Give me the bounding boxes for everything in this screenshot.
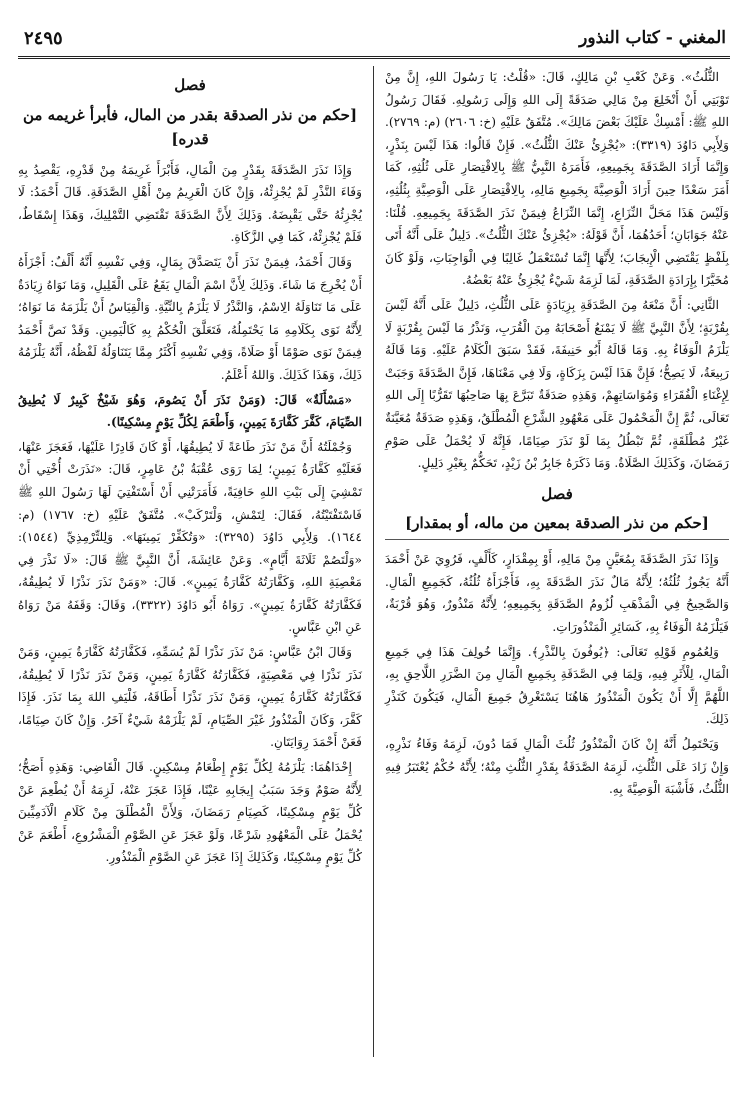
section-heading: [حكم من نذر الصدقة بمعين من ماله، أو بمقدار] [385,511,729,540]
paragraph: إِحْدَاهُمَا: يَلْزَمُهُ لِكُلِّ يَوْمٍ إِطْعَامُ مِسْكِينٍ. قَالَ الْقَاضِي: وَهَذِهِ أَصَحُّ؛ لِأَنَّهُ صَوْمٌ وَجَدَ سَبَبُ إِيجَابِهِ عَيْنًا، فَإِذَا عَجَزَ عَنْهُ، لَزِمَهُ أَنْ يُطْعِمَ عَنْ كُلِّ يَوْمٍ مِسْكِينًا، كَصِيَامِ رَمَضَانَ، وَلِأَنَّ الْمُطْلَقَ مِنْ كَلَامِ الْآدَمِيِّينَ يُحْمَلُ عَلَى الْمَعْهُودِ شَرْعًا، وَلَوْ عَجَزَ عَنِ الصَّوْمِ الْمَشْرُوعِ، أَطْعَمَ عَنْ كُلِّ يَوْمٍ مِسْكِينًا، وَكَذَلِكَ إِذَا عَجَزَ عَنِ الصَّوْمِ الْمَنْذُورِ. [18,760,362,865]
paragraph: وَلِعُمُومِ قَوْلِهِ تَعَالَى: ﴿يُوفُونَ بِالنَّذْرِ﴾. وَإِنَّمَا خُولِفَ هَذَا فِي جَمِيعِ الْمَالِ، لِلْأَثَرِ فِيهِ، وَلِمَا فِي الصَّدَقَةِ بِجَمِيعِ الْمَالِ مِنَ الضَّرَرِ اللَّاحِقِ بِهِ، اللَّهُمَّ إِلَّا أَنْ يَكُونَ الْمَنْذُورُ هَاهُنَا يَسْتَغْرِقُ جَمِيعَ الْمَالِ، فَيَكُونَ كَنَذْرِ ذَلِكَ. [385,644,729,727]
right-column [385,66,729,803]
masala-paragraph: «مَسْأَلَةٌ» قَالَ: (وَمَنْ نَذَرَ أَنْ يَصُومَ، وَهُوَ شَيْخٌ كَبِيرٌ لَا يُطِيقُ الصِّيَامَ، كَفَّرَ كَفَّارَةَ يَمِينٍ، وَأَطْعَمَ لِكُلِّ يَوْمٍ مِسْكِينًا). [18,392,362,430]
paragraph: وَيَحْتَمِلُ أَنَّهُ إِنْ كَانَ الْمَنْذُورُ ثُلُثَ الْمَالِ فَمَا دُونَ، لَزِمَهُ وَفَاءُ نَذْرِهِ، وَإِنْ زَادَ عَلَى الثُّلُثِ، لَزِمَهُ الصَّدَقَةُ بِقَدْرِ الثُّلُثِ مِنْهُ؛ لِأَنَّهُ حُكْمٌ يُعْتَبَرُ فِيهِ الثُّلُثُ، فَأَشْبَهَ الْوَصِيَّةَ بِهِ. [385,737,729,797]
section-label: فصل [174,76,206,94]
paragraph: وَجُمْلَتُهُ أَنَّ مَنْ نَذَرَ طَاعَةً لَا يُطِيقُهَا، أَوْ كَانَ قَادِرًا عَلَيْهَا، فَعَجَزَ عَنْهَا، فَعَلَيْهِ كَفَّارَةُ يَمِينٍ؛ لِمَا رَوَى عُقْبَةُ بْنُ عَامِرٍ، قَالَ: «نَذَرَتْ أُخْتِي أَنْ تَمْشِيَ إِلَى بَيْتِ اللهِ حَافِيَةً، فَأَمَرَتْنِي أَنْ أَسْتَفْتِيَ لَهَا رَسُولَ اللهِ ﷺ فَاسْتَفْتَيْتُهُ، فَقَالَ: لِتَمْشِ، وَلْتَرْكَبْ». مُتَّفَقٌ عَلَيْهِ (خ: ١٧٦٧) (م: ١٦٤٤). وَلِأَبِي دَاوُدَ (٣٢٩٥): «وَتُكَفِّرْ يَمِينَهَا». وَلِلتِّرْمِذِيِّ (١٥٤٤): «وَلْتَصُمْ ثَلَاثَةَ أَيَّامٍ». وَعَنْ عَائِشَةَ، أَنَّ النَّبِيَّ ﷺ قَالَ: «لَا نَذْرَ فِي مَعْصِيَةِ اللهِ، وَكَفَّارَتُهُ كَفَّارَةُ يَمِينٍ». قَالَ: «وَمَنْ نَذَرَ نَذْرًا لَا يُطِيقُهُ، فَكَفَّارَتُهُ كَفَّارَةُ يَمِينٍ». رَوَاهُ أَبُو دَاوُدَ (٣٣٢٢)، وَقَالَ: وَقَفَهُ مَنْ رَوَاهُ عَنِ ابْنِ عَبَّاسٍ. [18,439,363,635]
paragraph: وَإِذَا نَذَرَ الصَّدَقَةَ بِمُعَيَّنٍ مِنْ مَالِهِ، أَوْ بِمِقْدَارٍ، كَأَلْفٍ، فَرُوِيَ عَنْ أَحْمَدَ أَنَّهُ يَجُوزُ ثُلُثُهُ؛ لِأَنَّهُ مَالٌ نَذَرَ الصَّدَقَةَ بِهِ، فَأَجْزَأَهُ ثُلُثُهُ، كَجَمِيعِ الْمَالِ. وَالصَّحِيحُ فِي الْمَذْهَبِ لُزُومُ الصَّدَقَةِ بِجَمِيعِهِ؛ لِأَنَّهُ مَنْذُورٌ، وَهُوَ قُرْبَةٌ، فَيَلْزَمُهُ الْوَفَاءُ بِهِ، كَسَائِرِ الْمَنْذُورَاتِ. [385,552,729,635]
running-head: المغني - كتاب النذور [579,28,726,48]
page-number: ٢٤٩٥ [24,28,63,49]
page-header [18,26,730,59]
paragraph: الثُّلُثُ». وَعَنْ كَعْبِ بْنِ مَالِكٍ، قَالَ: «قُلْتُ: يَا رَسُولَ اللهِ، إِنَّ مِنْ تَوْبَتِي أَنْ أَنْخَلِعَ مِنْ مَالِي صَدَقَةً إِلَى اللهِ وَإِلَى رَسُولِهِ. فَقَالَ رَسُولُ اللهِ ﷺ: أَمْسِكْ عَلَيْكَ بَعْضَ مَالِكَ». مُتَّفَقٌ عَلَيْهِ (خ: ٢٦٠٦) (م: ٢٧٦٩). وَلِأَبِي دَاوُدَ (٣٣١٩): «يُجْزِئُ عَنْكَ الثُّلُثُ». فَإِنْ قَالُوا: هَذَا لَيْسَ بِنَذْرٍ، وَإِنَّمَا أَرَادَ الصَّدَقَةَ بِجَمِيعِهِ، فَأَمَرَهُ النَّبِيُّ ﷺ بِالِاقْتِصَارِ عَلَى ثُلُثِهِ، كَمَا أَمَرَ سَعْدًا حِينَ أَرَادَ الْوَصِيَّةَ بِجَمِيعِ مَالِهِ، بِالِاقْتِصَارِ عَلَى الْوَصِيَّةِ بِثُلُثِهِ، وَلَيْسَ هَذَا مَحَلَّ النِّزَاعِ، إِنَّمَا النِّزَاعُ فِيمَنْ نَذَرَ الصَّدَقَةَ بِجَمِيعِهِ. قُلْنَا: عَنْهُ جَوَابَانِ؛ أَحَدُهُمَا، أَنَّ قَوْلَهُ: «يُجْزِئُ عَنْكَ الثُّلُثُ». دَلِيلٌ عَلَى أَنَّهُ أَتَى بِلَفْظٍ يَقْتَضِي الْإِيجَابَ؛ لِأَنَّهَا إِنَّمَا تُسْتَعْمَلُ غَالِبًا فِي الْوَاجِبَاتِ، وَلَوْ كَانَ مُخَيَّرًا بِإِرَادَةِ الصَّدَقَةِ، لَمَا لَزِمَهُ شَيْءٌ يُجْزِئُ عَنْهُ بَعْضُهُ. [385,70,730,288]
paragraph: الثَّانِي: أَنَّ مَنْعَهُ مِنَ الصَّدَقَةِ بِزِيَادَةٍ عَلَى الثُّلُثِ، دَلِيلٌ عَلَى أَنَّهُ لَيْسَ بِقُرْبَةٍ؛ لِأَنَّ النَّبِيَّ ﷺ لَا يَمْنَعُ أَصْحَابَهُ مِنَ الْقُرَبِ، وَنَذْرُ مَا لَيْسَ بِقُرْبَةٍ لَا يَلْزَمُ الْوَفَاءُ بِهِ. وَمَا قَالَهُ أَبُو حَنِيفَةَ، فَقَدْ سَبَقَ الْكَلَامُ عَلَيْهِ. وَمَا قَالَهُ رَبِيعَةُ، لَا يَصِحُّ؛ فَإِنَّ هَذَا لَيْسَ بِزَكَاةٍ، وَلَا فِي مَعْنَاهَا، فَإِنَّ الصَّدَقَةَ وَجَبَتْ لِإِغْنَاءِ الْفُقَرَاءِ وَمُوَاسَاتِهِمْ، وَهَذِهِ صَدَقَةٌ تَبَرَّعَ بِهَا صَاحِبُهَا تَقَرُّبًا إِلَى اللهِ تَعَالَى، ثُمَّ إِنَّ الْمَحْمُولَ عَلَى مَعْهُودِ الشَّرْعِ الْمُطْلَقُ، وَهَذِهِ صَدَقَةٌ مُعَيَّنَةٌ غَيْرُ مُطْلَقَةٍ، ثُمَّ تَبْطُلُ بِمَا لَوْ نَذَرَ صِيَامًا، فَإِنَّهُ لَا يُحْمَلُ عَلَى صَوْمِ رَمَضَانَ، وَكَذَلِكَ الصَّلَاةُ. وَمَا ذَكَرَهُ جَابِرُ بْنُ زَيْدٍ، تَحَكُّمٌ بِغَيْرِ دَلِيلٍ. [385,297,729,471]
paragraph: وَقَالَ أَحْمَدُ، فِيمَنْ نَذَرَ أَنْ يَتَصَدَّقَ بِمَالٍ، وَفِي نَفْسِهِ أَنَّهُ أَلْفٌ: أَجْزَأَهُ أَنْ يُخْرِجَ مَا شَاءَ. وَذَلِكَ لِأَنَّ اسْمَ الْمَالِ يَقَعُ عَلَى الْقَلِيلِ، وَمَا نَوَاهُ زِيَادَةٌ عَلَى مَا تَنَاوَلَهُ الِاسْمُ، وَالنَّذْرُ لَا يَلْزَمُ بِالنِّيَّةِ. وَالْقِيَاسُ أَنْ يَلْزَمَهُ مَا نَوَاهُ؛ لِأَنَّهُ نَوَى بِكَلَامِهِ مَا يَحْتَمِلُهُ، فَتَعَلَّقَ الْحُكْمُ بِهِ كَالْيَمِينِ. وَقَدْ نَصَّ أَحْمَدُ فِيمَنْ نَوَى صَوْمًا أَوْ صَلَاةً، وَفِي نَفْسِهِ أَكْثَرُ مِمَّا يَتَنَاوَلُهُ لَفْظُهُ، أَنَّهُ يَلْزَمُهُ ذَلِكَ، وَهَذَا كَذَلِكَ. وَاللهُ أَعْلَمُ. [18,254,362,382]
column-divider [373,66,374,1057]
left-column [18,66,362,871]
paragraph: وَقَالَ ابْنُ عَبَّاسٍ: مَنْ نَذَرَ نَذْرًا لَمْ يُسَمِّهِ، فَكَفَّارَتُهُ كَفَّارَةُ يَمِينٍ، وَمَنْ نَذَرَ نَذْرًا فِي مَعْصِيَةٍ، فَكَفَّارَتُهُ كَفَّارَةُ يَمِينٍ، وَمَنْ نَذَرَ نَذْرًا لَا يُطِيقُهُ، فَكَفَّارَتُهُ كَفَّارَةُ يَمِينٍ، وَمَنْ نَذَرَ نَذْرًا أَطَاقَهُ، فَلْيَفِ اللهَ بِمَا نَذَرَ. فَإِذَا كَفَّرَ، وَكَانَ الْمَنْذُورُ غَيْرَ الصِّيَامِ، لَمْ يَلْزَمْهُ شَيْءٌ آخَرُ. وَإِنْ كَانَ صِيَامًا، فَعَنْ أَحْمَدَ رِوَايَتَانِ. [18,645,362,750]
section-label: فصل [541,484,573,503]
section-heading: [حكم من نذر الصدقة بقدر من المال، فأبرأ غريمه من قدره] [22,105,358,148]
paragraph: وَإِذَا نَذَرَ الصَّدَقَةَ بِقَدْرٍ مِنَ الْمَالِ، فَأَبْرَأَ غَرِيمَهُ مِنْ قَدْرِهِ، يَقْصِدُ بِهِ وَفَاءَ النَّذْرِ لَمْ يُجْزِئْهُ، وَإِنْ كَانَ الْغَرِيمُ مِنْ أَهْلِ الصَّدَقَةِ. قَالَ أَحْمَدُ: لَا يُجْزِئُهُ حَتَّى يَقْبِضَهُ. وَذَلِكَ لِأَنَّ الصَّدَقَةَ تَقْتَضِي التَّمْلِيكَ، وَهَذَا إِسْقَاطٌ، فَلَمْ يُجْزِئْهُ، كَمَا فِي الزَّكَاةِ. [18,162,362,245]
